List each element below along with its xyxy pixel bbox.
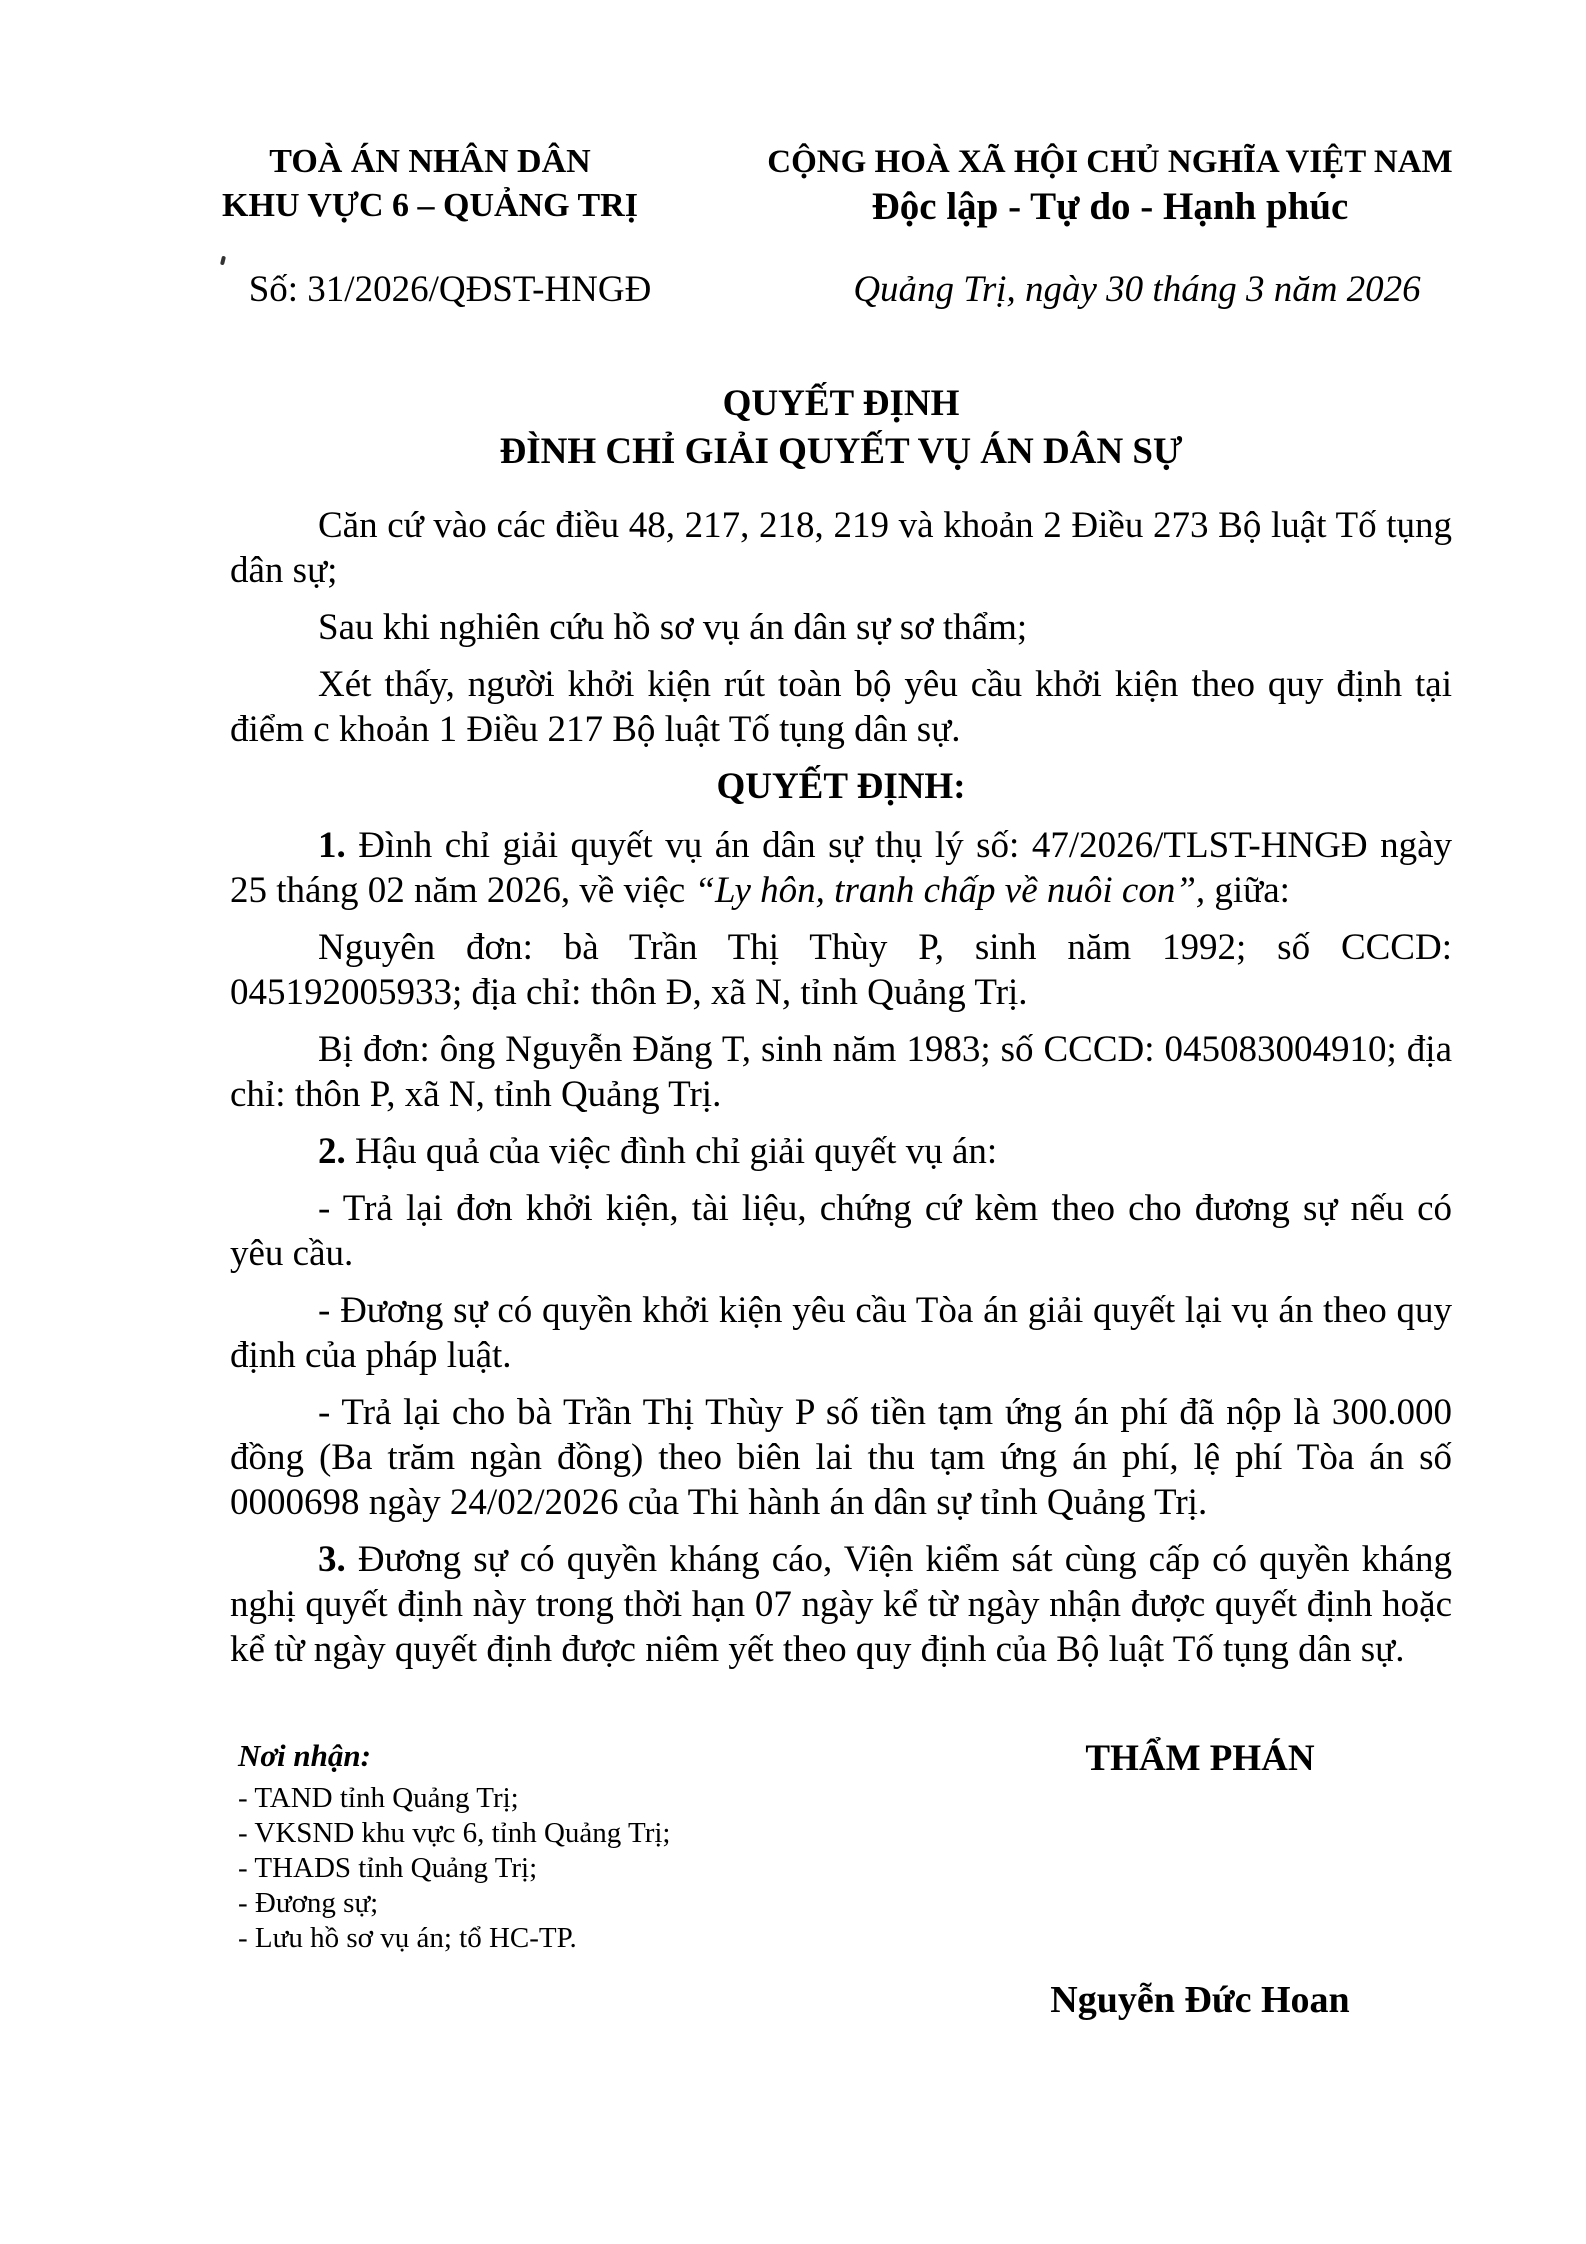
article-3-number: 3.: [318, 1539, 346, 1580]
article-2-paragraph: [230, 1129, 1452, 1174]
recipient-item-2: - VKSND khu vực 6, tỉnh Quảng Trị;: [238, 1817, 671, 1849]
article-1-number: 1.: [318, 825, 346, 866]
recipients-label: Nơi nhận:: [238, 1738, 371, 1773]
national-motto: Độc lập - Tự do - Hạnh phúc: [871, 185, 1349, 228]
article-1-tail: giữa:: [1205, 870, 1290, 911]
scan-artifact-dot: [220, 256, 226, 266]
recipient-item-1: - TAND tỉnh Quảng Trị;: [238, 1782, 519, 1814]
recipient-item-5: - Lưu hồ sơ vụ án; tổ HC-TP.: [238, 1922, 577, 1954]
consequence-item-3: - Trả lại cho bà Trần Thị Thùy P số tiền tạm ứng án phí đã nộp là 300.000 đồng (Ba trăm ngàn đồng) theo biên lai thu tạm ứng án phí, lệ phí Tòa án số 0000698 ngày 24/02/2026 của Thi hành án dân sự tỉnh Quảng Trị.: [230, 1392, 1452, 1523]
article-3-text: Đương sự có quyền kháng cáo, Viện kiểm sát cùng cấp có quyền kháng nghị quyết định này trong thời hạn 07 ngày kể từ ngày nhận được quyết định hoặc kể từ ngày quyết định được niêm yết theo quy định của Bộ luật Tố tụng dân sự.: [230, 1539, 1452, 1670]
consequence-item-1: - Trả lại đơn khởi kiện, tài liệu, chứng cứ kèm theo cho đương sự nếu có yêu cầu.: [230, 1188, 1452, 1274]
consequence-item-2: - Đương sự có quyền khởi kiện yêu cầu Tòa án giải quyết lại vụ án theo quy định của pháp luật.: [230, 1290, 1452, 1376]
document-title: [230, 380, 1452, 476]
national-title: CỘNG HOÀ XÃ HỘI CHỦ NGHĨA VIỆT NAM: [767, 144, 1453, 180]
article-2-number: 2.: [318, 1131, 346, 1172]
preamble-paragraph-3: Xét thấy, người khởi kiện rút toàn bộ yêu cầu khởi kiện theo quy định tại điểm c khoản 1 Điều 217 Bộ luật Tố tụng dân sự.: [230, 664, 1452, 750]
signer-title: THẨM PHÁN: [1085, 1738, 1315, 1779]
defendant-paragraph: Bị đơn: ông Nguyễn Đăng T, sinh năm 1983; số CCCD: 045083004910; địa chỉ: thôn P, xã N, tỉnh Quảng Trị.: [230, 1029, 1452, 1115]
preamble-paragraph-1: Căn cứ vào các điều 48, 217, 218, 219 và khoản 2 Điều 273 Bộ luật Tố tụng dân sự;: [230, 505, 1452, 591]
recipient-item-3: - THADS tỉnh Quảng Trị;: [238, 1852, 538, 1884]
title-line1: QUYẾT ĐỊNH: [722, 383, 960, 424]
recipients-block: [238, 1738, 671, 1956]
document-number: Số: 31/2026/QĐST-HNGĐ: [248, 269, 652, 310]
article-1-text: Đình chỉ giải quyết vụ án dân sự thụ lý số: 47/2026/TLST-HNGĐ ngày 25 tháng 02 năm 2026, về việc: [230, 825, 1452, 911]
preamble-paragraph-2: Sau khi nghiên cứu hồ sơ vụ án dân sự sơ thẩm;: [318, 607, 1028, 648]
document-body: [230, 503, 1452, 1684]
article-3-paragraph: [230, 1537, 1452, 1672]
signer-name: Nguyễn Đức Hoan: [1050, 1979, 1350, 2021]
title-line2: ĐÌNH CHỈ GIẢI QUYẾT VỤ ÁN DÂN SỰ: [499, 431, 1183, 472]
court-name-block: [180, 140, 680, 228]
recipient-item-4: - Đương sự;: [238, 1887, 379, 1919]
plaintiff-paragraph: Nguyên đơn: bà Trần Thị Thùy P, sinh năm 1992; số CCCD: 045192005933; địa chỉ: thôn Đ, xã N, tỉnh Quảng Trị.: [230, 927, 1452, 1013]
national-header-block: [690, 140, 1530, 230]
case-name: “Ly hôn, tranh chấp về nuôi con”,: [694, 870, 1206, 911]
decision-heading: QUYẾT ĐỊNH:: [716, 766, 966, 807]
date-line: Quảng Trị, ngày 30 tháng 3 năm 2026: [853, 269, 1421, 310]
court-name-line2: KHU VỰC 6 – QUẢNG TRỊ: [222, 187, 638, 224]
article-1-paragraph: [230, 823, 1452, 913]
article-2-text: Hậu quả của việc đình chỉ giải quyết vụ án:: [345, 1131, 998, 1172]
signature-block: [950, 1736, 1450, 2022]
court-name-line1: TOÀ ÁN NHÂN DÂN: [269, 143, 591, 180]
